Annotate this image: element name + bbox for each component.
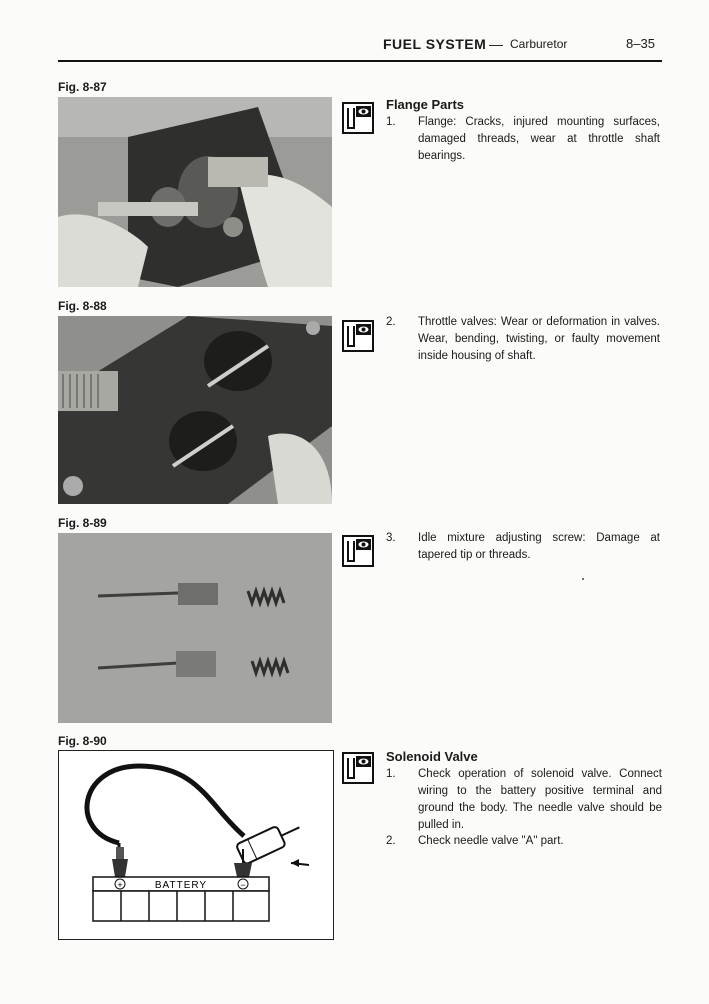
header-dash: — [489, 36, 503, 52]
subsection-title: Carburetor [510, 37, 568, 51]
inspection-eye-icon [342, 102, 374, 134]
throttle-valves-photo [58, 316, 332, 504]
battery-minus-mark: − [240, 880, 246, 890]
item-number: 2. [386, 835, 396, 847]
item-text: Throttle valves: Wear or deformation in valves. Wear, bending, twisting, or faulty movement inside housing of shaft. [418, 316, 660, 362]
page-number: 8–35 [626, 36, 655, 51]
item-number: 1. [386, 768, 396, 780]
inspection-eye-icon [342, 752, 374, 784]
figure-label: Fig. 8-88 [58, 299, 107, 313]
item-text: Idle mixture adjusting screw: Damage at tapered tip or threads. [418, 532, 660, 561]
throttle-item-2 [386, 314, 660, 366]
figure-label: Fig. 8-89 [58, 516, 107, 530]
item-text: Flange: Cracks, injured mounting surfaces, damaged threads, wear at throttle shaft bearings. [418, 116, 660, 162]
item-number: 2. [386, 316, 396, 328]
flange-item-1 [386, 114, 660, 166]
battery-label: BATTERY [154, 880, 208, 891]
item-number: 1. [386, 116, 396, 128]
figure-label: Fig. 8-90 [58, 734, 107, 748]
solenoid-item-2 [386, 833, 662, 851]
inspection-eye-icon [342, 535, 374, 567]
battery-solenoid-diagram [58, 750, 334, 940]
figure-label: Fig. 8-87 [58, 80, 107, 94]
idle-screw-item-3 [386, 530, 660, 566]
section-title: FUEL SYSTEM [383, 36, 487, 52]
flange-parts-title: Flange Parts [386, 97, 465, 112]
print-speck [582, 578, 584, 580]
item-text: Check operation of solenoid valve. Connect wiring to the battery positive terminal and ground the body. The needle valve should be pulled in. [418, 768, 662, 831]
item-number: 3. [386, 532, 396, 544]
inspection-eye-icon [342, 320, 374, 352]
solenoid-valve-title: Solenoid Valve [386, 749, 478, 764]
battery-plus-mark: + [117, 880, 123, 890]
flange-photo [58, 97, 332, 287]
page-header [58, 34, 662, 62]
idle-screw-photo [58, 533, 332, 723]
solenoid-item-1 [386, 766, 662, 834]
item-text: Check needle valve "A" part. [418, 835, 564, 847]
